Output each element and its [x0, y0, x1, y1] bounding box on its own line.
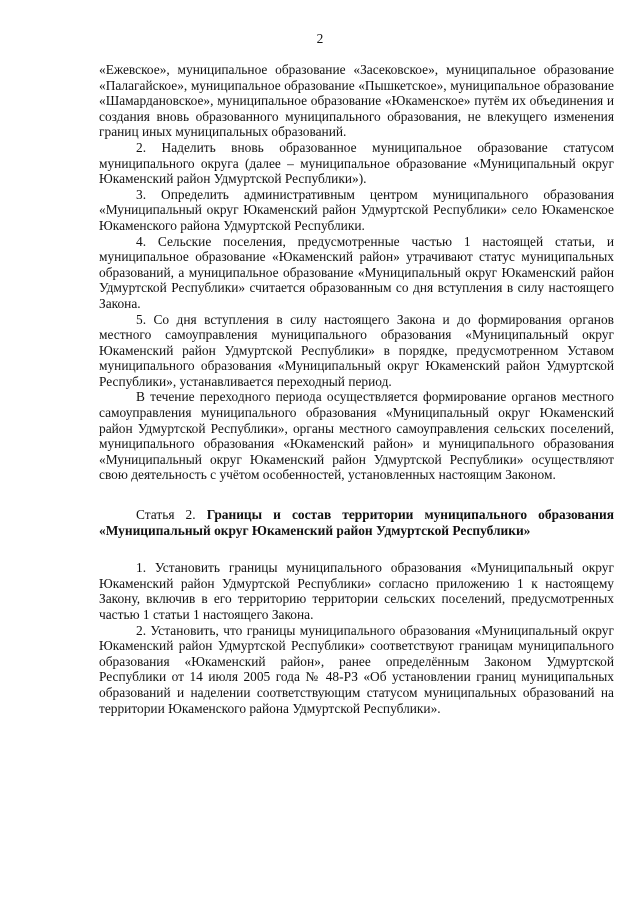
paragraph: 3. Определить административным центром муниципального образования «Муниципальный округ Юкаменский район Удмуртской Республики» село Юкаменское Юкаменского района Удмуртской Республики. — [99, 186, 614, 233]
page-number: 2 — [316, 31, 324, 46]
paragraph: 4. Сельские поселения, предусмотренные частью 1 настоящей статьи, и муниципальное образование «Юкаменский район» утрачивают статус муниципальных образований, а муниципальное образование «Муниципальный округ Юкаменский район Удмуртской Республики» считается образованным со дня вступления в силу настоящего Закона. — [99, 233, 614, 311]
document-body — [99, 62, 614, 716]
paragraph: В течение переходного периода осуществляется формирование органов местного самоуправления муниципального образования «Муниципальный округ Юкаменский район Удмуртской Республики», органы местного самоуправления сельских поселений, муниципального образования «Юкаменский район» и муниципального образования «Муниципальный округ Юкаменский район Удмуртской Республики» осуществляют свою деятельность с учётом особенностей, установленных настоящим Законом. — [99, 389, 614, 483]
paragraph: 5. Со дня вступления в силу настоящего Закона и до формирования органов местного самоуправления муниципального образования «Муниципальный округ Юкаменский район Удмуртской Республики» в порядке, предусмотренном Уставом муниципального образования «Муниципальный округ Юкаменский район Удмуртской Республики», устанавливается переходный период. — [99, 311, 614, 389]
paragraph: «Ежевское», муниципальное образование «Засековское», муниципальное образование «Палагайское», муниципальное образование «Пышкетское», муниципальное образование «Шамардановское», муниципальное образование «Юкаменское» путём их объединения и создания вновь образованного муниципального образования, не влекущего изменения границ иных муниципальных образований. — [99, 62, 614, 140]
article-prefix: Статья 2. — [136, 507, 196, 523]
spacer — [99, 483, 614, 507]
article-title: Границы и состав территории муниципального образования «Муниципальный округ Юкаменский район Удмуртской Республики» — [99, 507, 614, 538]
paragraph: 1. Установить границы муниципального образования «Муниципальный округ Юкаменский район Удмуртской Республики» согласно приложению 1 к настоящему Закону, включив в его территорию территории сельских поселений, предусмотренных частью 1 статьи 1 настоящего Закона. — [99, 560, 614, 622]
spacer — [99, 538, 614, 560]
paragraph: 2. Установить, что границы муниципального образования «Муниципальный округ Юкаменский район Удмуртской Республики» соответствуют границам муниципального образования «Юкаменский район», ранее определённым Законом Удмуртской Республики от 14 июля 2005 года № 48-РЗ «Об установлении границ муниципальных образований и наделении соответствующим статусом муниципальных образований на территории Юкаменского района Удмуртской Республики». — [99, 622, 614, 716]
article-heading — [99, 507, 614, 538]
paragraph: 2. Наделить вновь образованное муниципальное образование статусом муниципального округа (далее – муниципальное образование «Муниципальный округ Юкаменский район Удмуртской Республики»). — [99, 139, 614, 187]
